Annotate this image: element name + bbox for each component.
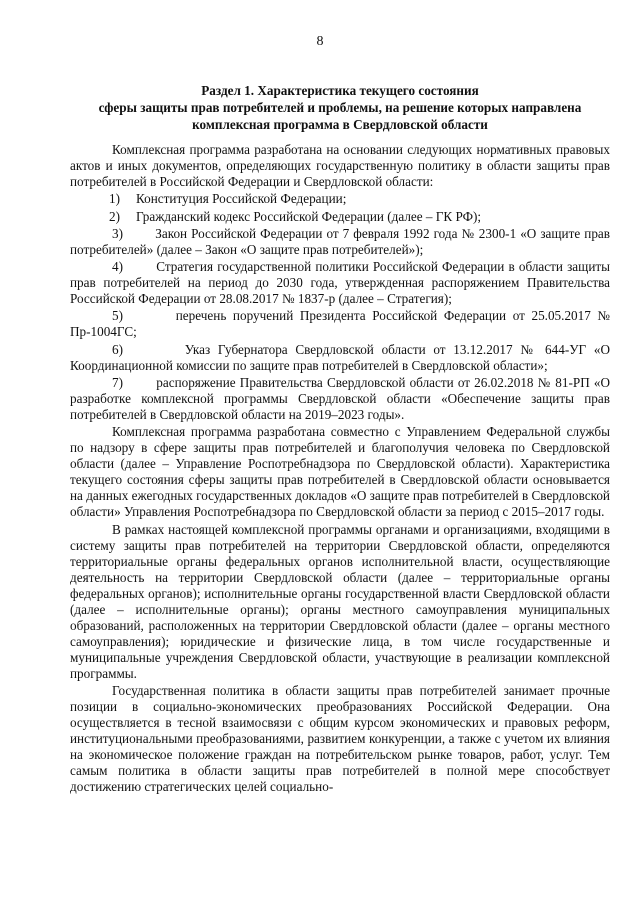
section-title-line: сферы защиты прав потребителей и проблемы, на решение которых направлена: [98, 100, 582, 115]
body-paragraph: Государственная политика в области защиты прав потребителей занимает прочные позиции в социально-экономических преобразованиях Российской Федерации. Она осуществляется в тесной взаимосвязи с общим курсом экономических и правовых реформ, институциональными преобразованиями, развитием конкуренции, а также с учетом их влияния на экономическое положение граждан на потребительском рынке товаров, работ, услуг. Тем самым политика в области защиты прав потребителей в полной мере способствует достижению стратегических целей социально-: [70, 682, 610, 794]
page-number: 8: [316, 34, 324, 49]
list-item: [70, 342, 610, 374]
list-item-text: Гражданский кодекс Российской Федерации (далее – ГК РФ);: [136, 208, 482, 224]
body-paragraph: Комплексная программа разработана совместно с Управлением Федеральной службы по надзору в сфере защиты прав потребителей и благополучия человека по Свердловской области (далее – Управление Роспотребнадзора по Свердловской области). Характеристика текущего состояния сферы защиты прав потребителей в Свердловской области основывается на данных ежегодных государственных докладов «О защите прав потребителей в Свердловской области» Управления Роспотребнадзора по Свердловской области за период с 2015–2017 годы.: [70, 424, 610, 520]
list-item-text: распоряжение Правительства Свердловской области от 26.02.2018 № 81-РП «О разработке комплексной программы Свердловской области «Обеспечение защиты прав потребителей в Свердловской области на 2019–2023 годы».: [70, 375, 610, 423]
list-item-number: 1): [109, 191, 120, 207]
section-title: [70, 82, 610, 133]
list-item-text: Стратегия государственной политики Российской Федерации в области защиты прав потребителей на период до 2030 года, утвержденная распоряжением Правительства Российской Федерации от 28.08.2017 № 1837-р (далее – Стратегия);: [70, 259, 610, 307]
body-paragraph: В рамках настоящей комплексной программы органами и организациями, входящими в систему защиты прав потребителей на территории Свердловской области, определяются территориальные органы федеральных органов исполнительной власти, осуществляющие деятельность на территории Свердловской области (далее – территориальные органы федеральных органов); исполнительные органы государственной власти Свердловской области (далее – исполнительные органы); органы местного самоуправления муниципальных образований, расположенных на территории Свердловской области (далее – органы местного самоуправления); юридические и физические лица, в том числе государственные и муниципальные учреждения Свердловской области, участвующие в реализации комплексной программы.: [70, 521, 610, 681]
section-title-line: комплексная программа в Свердловской области: [192, 117, 488, 132]
list-item-number: 4): [112, 259, 123, 275]
section-title-line: Раздел 1. Характеристика текущего состояния: [201, 83, 479, 98]
list-item: [70, 191, 610, 207]
list-item-text: Указ Губернатора Свердловской области от 13.12.2017 № 644-УГ «О Координационной комиссии по защите прав потребителей в Свердловской области»;: [70, 341, 611, 373]
list-item-number: 7): [112, 375, 123, 391]
list-item-number: 6): [112, 341, 123, 357]
list-item-text: Закон Российской Федерации от 7 февраля 1992 года № 2300-1 «О защите прав потребителей» (далее – Закон «О защите прав потребителей»);: [70, 225, 610, 257]
intro-paragraph: Комплексная программа разработана на основании следующих нормативных правовых актов и иных документов, определяющих государственную политику в области защиты прав потребителей в Российской Федерации и Свердловской области:: [70, 142, 610, 189]
list-item-text: перечень поручений Президента Российской Федерации от 25.05.2017 № Пр-1004ГС;: [70, 308, 610, 340]
list-item: [70, 259, 610, 307]
list-item: [70, 308, 610, 340]
list-item: [70, 375, 610, 423]
list-item-number: 5): [112, 308, 123, 324]
document-body: [70, 142, 610, 796]
list-item: [70, 209, 610, 225]
list-item: [70, 226, 610, 258]
list-item-number: 3): [112, 225, 123, 241]
list-item-number: 2): [109, 208, 120, 224]
list-item-text: Конституция Российской Федерации;: [136, 191, 347, 207]
